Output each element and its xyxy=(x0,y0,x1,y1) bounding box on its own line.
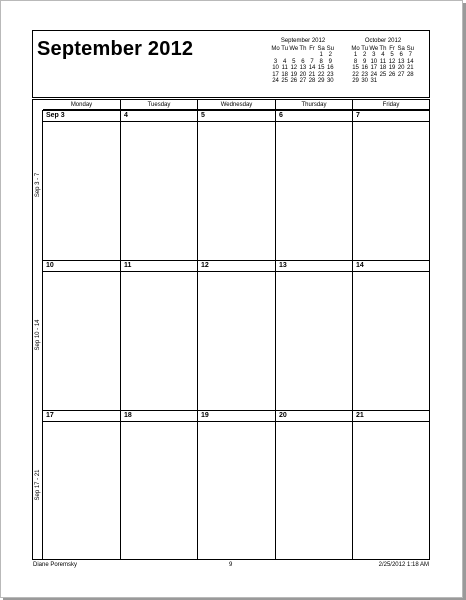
mini-day[interactable]: 11 xyxy=(379,58,387,65)
mini-day[interactable]: 21 xyxy=(406,65,414,72)
day-cell[interactable] xyxy=(276,411,353,560)
mini-day[interactable]: 13 xyxy=(397,58,405,65)
day-cell-date: 18 xyxy=(121,411,197,422)
day-cell-date: 12 xyxy=(198,261,275,272)
mini-day[interactable]: 8 xyxy=(319,58,323,65)
day-cell-date: 7 xyxy=(353,111,429,122)
day-cell[interactable] xyxy=(43,111,121,261)
mini-day[interactable] xyxy=(397,78,406,84)
mini-day[interactable]: 3 xyxy=(273,58,278,65)
mini-day[interactable]: 3 xyxy=(372,52,376,59)
mini-day[interactable]: 19 xyxy=(290,71,298,78)
day-header-friday: Friday xyxy=(382,102,400,108)
mini-day[interactable]: 13 xyxy=(299,65,307,72)
mini-day[interactable]: 29 xyxy=(352,77,359,84)
mini-day[interactable]: 7 xyxy=(310,58,314,65)
mini-weekday: Th xyxy=(379,45,387,52)
mini-day[interactable]: 23 xyxy=(361,71,369,78)
mini-day[interactable]: 26 xyxy=(388,71,396,78)
mini-day[interactable]: 20 xyxy=(299,71,307,78)
mini-day[interactable]: 31 xyxy=(370,77,378,84)
mini-day[interactable]: 2 xyxy=(328,52,332,59)
day-cell[interactable] xyxy=(276,261,353,411)
day-cell-date: Sep 3 xyxy=(43,111,120,122)
mini-day[interactable]: 9 xyxy=(328,58,332,65)
mini-weekday: Th xyxy=(299,45,307,52)
mini-day[interactable]: 6 xyxy=(399,52,403,59)
day-header-wednesday: Wednesday xyxy=(198,100,276,110)
week-label xyxy=(33,110,43,260)
mini-day[interactable]: 8 xyxy=(353,58,358,65)
mini-calendar-september xyxy=(271,38,335,84)
mini-day[interactable]: 17 xyxy=(272,71,279,78)
mini-day[interactable]: 4 xyxy=(283,58,287,65)
weekly-calendar-grid xyxy=(32,99,430,560)
mini-weekday: Su xyxy=(406,45,414,52)
mini-day[interactable]: 2 xyxy=(363,52,367,59)
week-label-text: Sep 3 - 7 xyxy=(34,172,41,198)
mini-weekday: Mo xyxy=(351,45,360,52)
mini-day[interactable]: 27 xyxy=(299,77,307,84)
mini-day[interactable]: 15 xyxy=(317,65,325,72)
day-cell-date: 6 xyxy=(276,111,352,122)
day-cell-date: 19 xyxy=(198,411,275,422)
day-cell[interactable] xyxy=(198,111,276,261)
mini-day[interactable]: 25 xyxy=(281,77,289,84)
mini-day[interactable]: 29 xyxy=(317,77,325,84)
day-cell[interactable] xyxy=(43,261,121,411)
mini-day[interactable]: 18 xyxy=(379,65,387,72)
mini-day[interactable]: 10 xyxy=(272,65,279,72)
day-cell-date: 21 xyxy=(353,411,429,422)
day-cell[interactable] xyxy=(198,261,276,411)
day-cell[interactable] xyxy=(121,261,198,411)
day-cell[interactable] xyxy=(353,261,429,411)
day-header-monday: Monday xyxy=(43,100,121,110)
week-label xyxy=(33,410,43,559)
day-cell-date: 10 xyxy=(43,261,120,272)
mini-day[interactable]: 22 xyxy=(352,71,359,78)
mini-weekday: Mo xyxy=(271,45,280,52)
mini-day[interactable]: 10 xyxy=(370,58,378,65)
week-label-text: Sep 10 - 14 xyxy=(34,319,41,351)
mini-weekday: We xyxy=(369,45,379,52)
mini-day[interactable]: 20 xyxy=(397,65,405,72)
mini-calendar-title: September 2012 xyxy=(280,38,326,44)
mini-weekday: Fr xyxy=(389,45,395,52)
mini-day[interactable]: 5 xyxy=(390,52,394,59)
mini-day[interactable]: 27 xyxy=(397,71,405,78)
mini-weekday: Sa xyxy=(317,45,325,52)
day-cell-date: 5 xyxy=(198,111,275,122)
calendar-header xyxy=(32,30,430,98)
day-header-tuesday: Tuesday xyxy=(121,100,198,110)
mini-weekday: We xyxy=(289,45,299,52)
day-cell[interactable] xyxy=(198,411,276,560)
mini-day[interactable]: 16 xyxy=(361,65,369,72)
mini-day[interactable]: 6 xyxy=(301,58,305,65)
footer-page-number: 9 xyxy=(229,562,233,568)
mini-day[interactable]: 30 xyxy=(326,77,334,84)
mini-day[interactable]: 14 xyxy=(406,58,414,65)
day-cell[interactable] xyxy=(353,111,429,261)
day-cell-date: 20 xyxy=(276,411,352,422)
mini-day[interactable]: 9 xyxy=(363,58,367,65)
day-header-thursday: Thursday xyxy=(276,100,353,110)
mini-day[interactable]: 19 xyxy=(388,65,396,72)
day-cell-date: 17 xyxy=(43,411,120,422)
mini-day[interactable]: 25 xyxy=(379,71,387,78)
mini-day[interactable]: 7 xyxy=(408,52,412,59)
week-row xyxy=(43,110,429,261)
page-title: September 2012 xyxy=(37,38,194,60)
mini-weekday: Sa xyxy=(397,45,405,52)
mini-day[interactable]: 12 xyxy=(388,58,396,65)
week-row xyxy=(43,410,429,560)
day-cell[interactable] xyxy=(121,111,198,261)
mini-day[interactable]: 28 xyxy=(406,71,414,78)
mini-day[interactable]: 1 xyxy=(353,52,358,59)
mini-day[interactable]: 21 xyxy=(308,71,316,78)
day-cell[interactable] xyxy=(276,111,353,261)
day-cell[interactable] xyxy=(353,411,429,560)
mini-day[interactable]: 26 xyxy=(290,77,298,84)
mini-day[interactable]: 28 xyxy=(308,77,316,84)
week-row xyxy=(43,260,429,411)
mini-calendar-title: October 2012 xyxy=(364,38,402,44)
mini-day[interactable]: 18 xyxy=(281,71,289,78)
mini-day[interactable]: 23 xyxy=(326,71,334,78)
footer-author: Diane Poremsky xyxy=(33,562,78,568)
mini-weekday: Tu xyxy=(281,45,289,52)
mini-day[interactable]: 1 xyxy=(319,52,323,59)
mini-weekday: Tu xyxy=(361,45,369,52)
mini-day[interactable]: 30 xyxy=(361,77,369,84)
mini-day[interactable]: 16 xyxy=(326,65,334,72)
week-label-text: Sep 17 - 21 xyxy=(34,468,41,501)
mini-day[interactable]: 15 xyxy=(352,65,359,72)
mini-day[interactable]: 24 xyxy=(272,77,279,84)
mini-day[interactable]: 12 xyxy=(290,65,298,72)
footer-print-date: 2/25/2012 1:18 AM xyxy=(378,562,429,568)
day-cell-date: 13 xyxy=(276,261,352,272)
day-cell-date: 4 xyxy=(121,111,197,122)
mini-weekday: Fr xyxy=(309,45,315,52)
mini-day[interactable]: 4 xyxy=(381,52,385,59)
mini-day[interactable] xyxy=(378,78,387,84)
day-cell[interactable] xyxy=(43,411,121,560)
mini-day[interactable] xyxy=(388,78,397,84)
mini-day[interactable]: 11 xyxy=(281,65,288,72)
mini-day[interactable]: 22 xyxy=(317,71,325,78)
mini-day[interactable]: 14 xyxy=(308,65,316,72)
day-cell-date: 11 xyxy=(121,261,197,272)
mini-weekday: Su xyxy=(326,45,334,52)
mini-day[interactable]: 5 xyxy=(292,58,296,65)
mini-calendar-october xyxy=(351,38,415,84)
day-cell-date: 14 xyxy=(353,261,429,272)
day-cell[interactable] xyxy=(121,411,198,560)
mini-day[interactable]: 24 xyxy=(370,71,378,78)
mini-day[interactable] xyxy=(406,78,415,84)
mini-day[interactable]: 17 xyxy=(370,65,378,72)
week-label xyxy=(33,260,43,410)
